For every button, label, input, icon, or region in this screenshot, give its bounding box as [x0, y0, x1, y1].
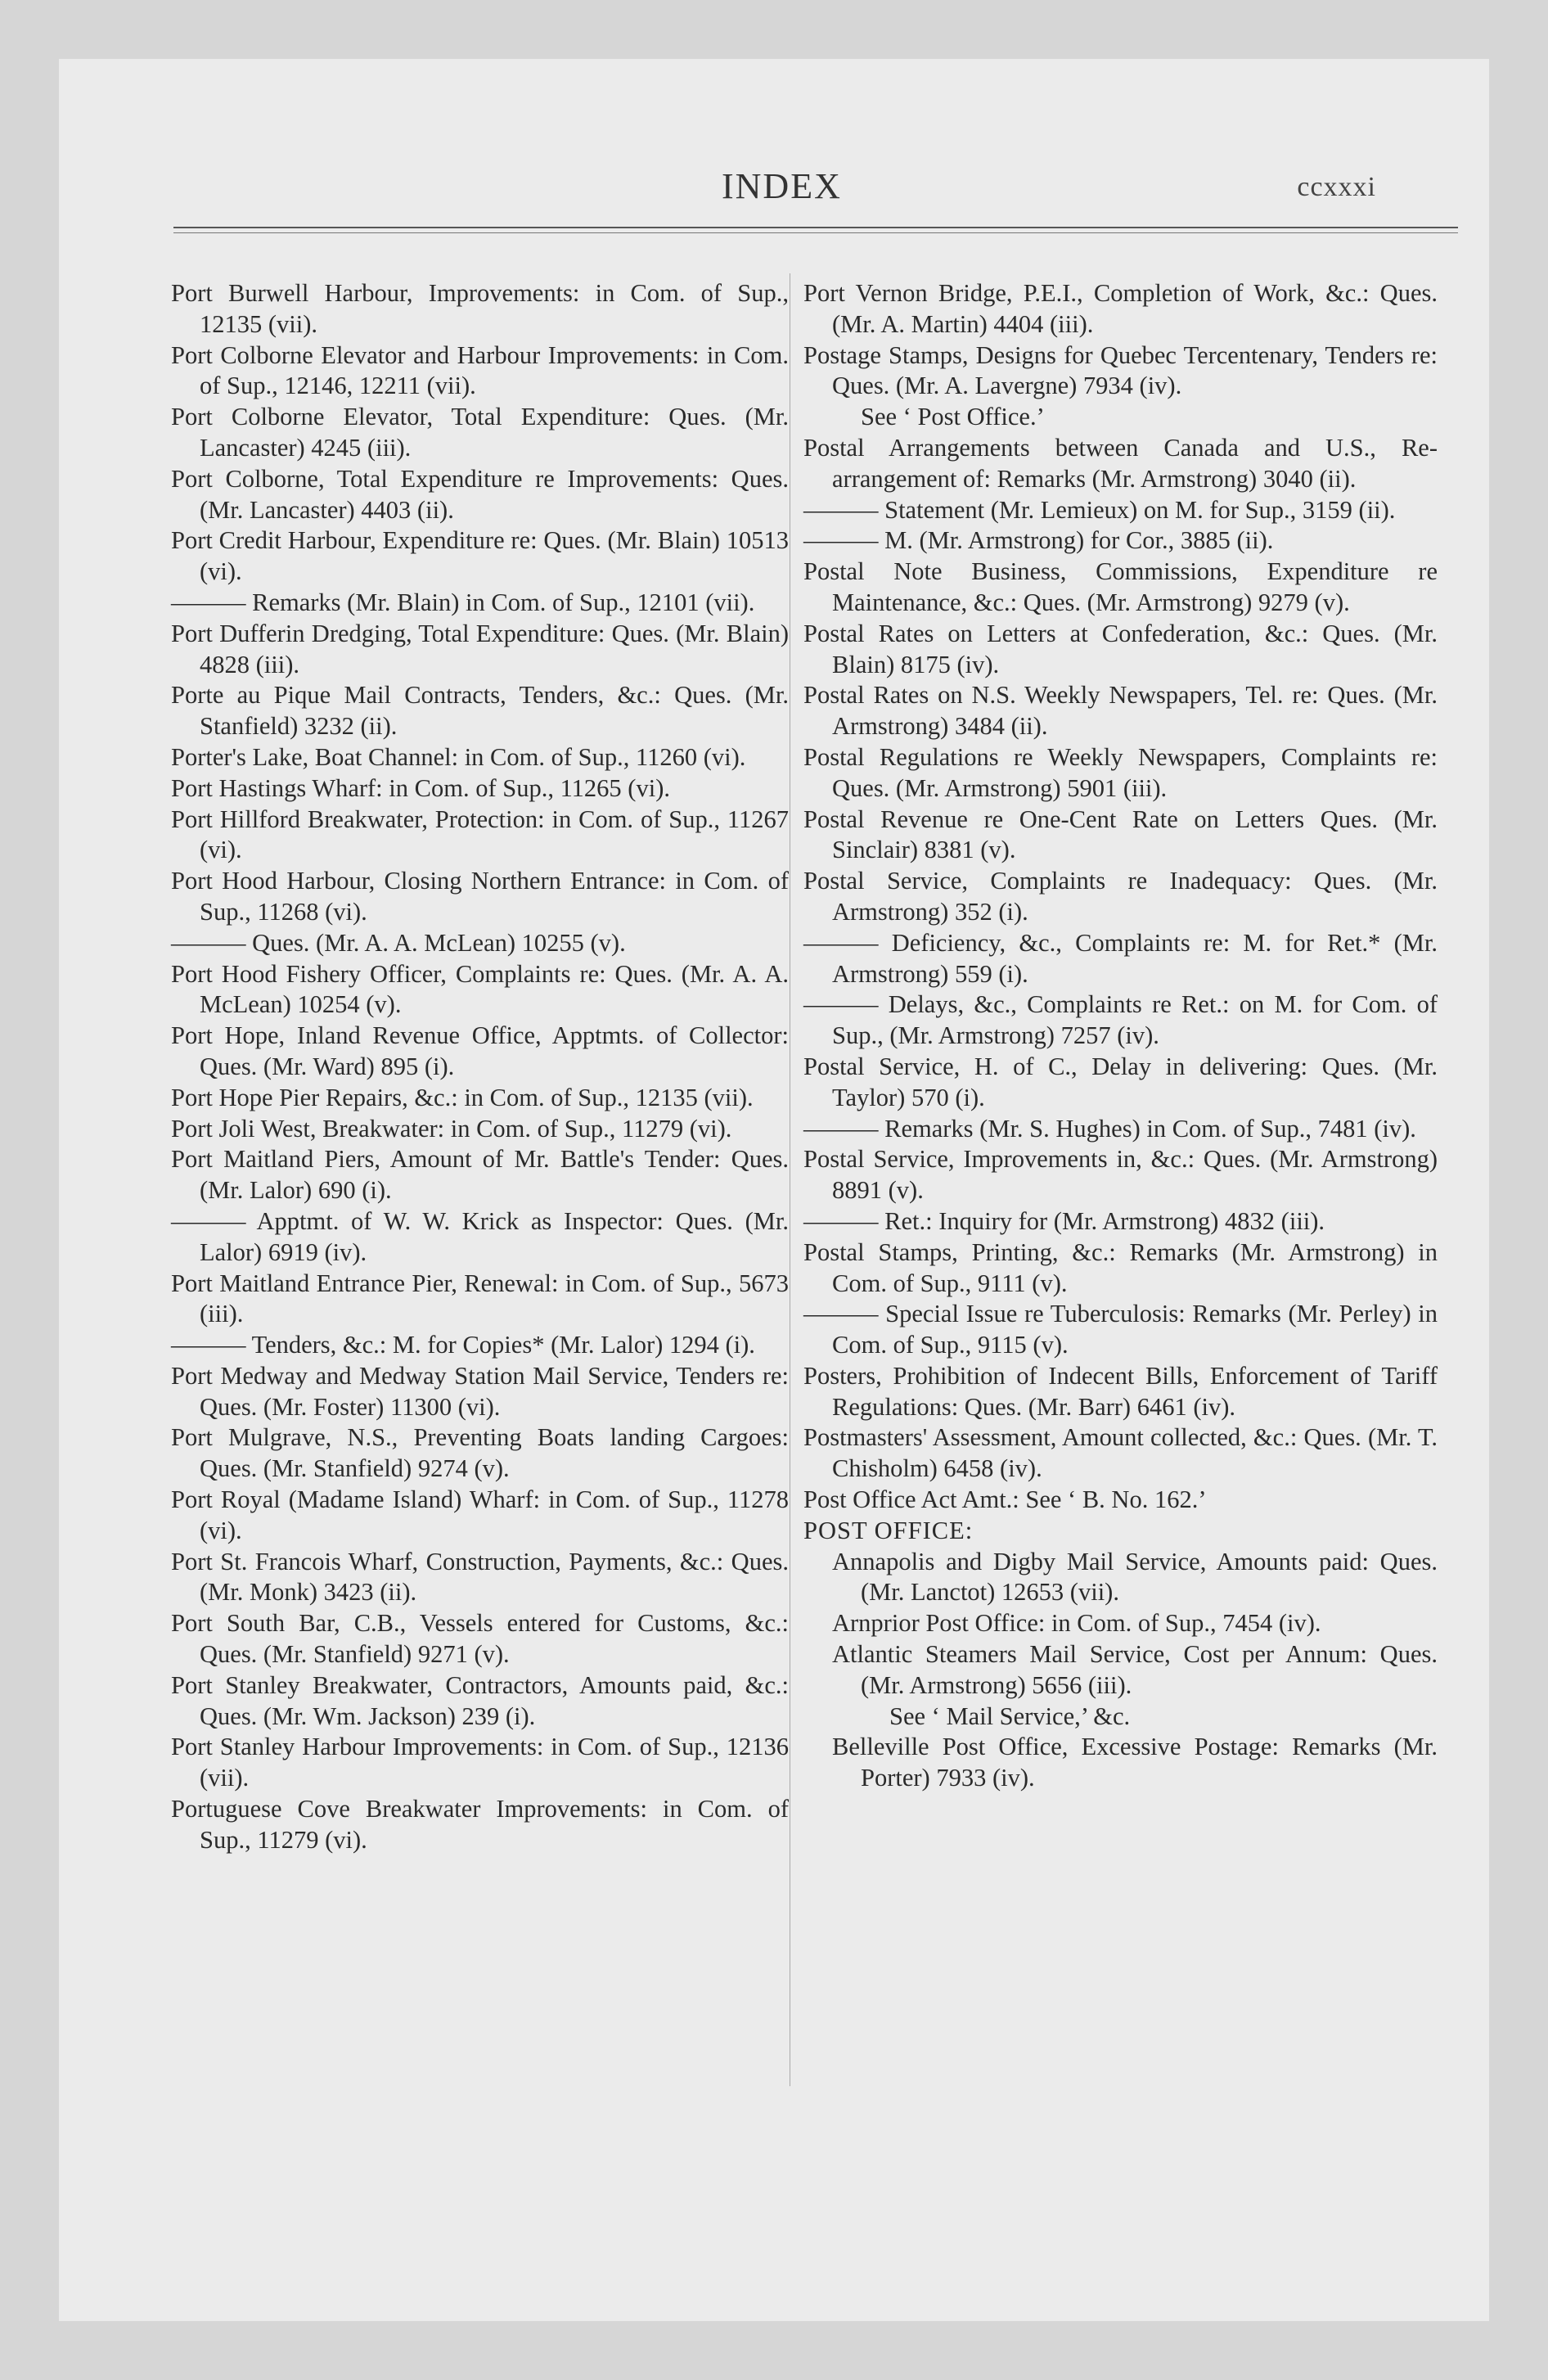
index-entry: Port Hood Harbour, Closing Northern Entrance: in Com. of Sup., 11268 (vi).: [171, 867, 789, 926]
index-entry: Port Hillford Breakwater, Protection: in Com. of Sup., 11267 (vi).: [171, 805, 789, 864]
index-entry: Port Burwell Harbour, Improvements: in Com. of Sup., 12135 (vii).: [171, 279, 789, 338]
header-rule-thin: [173, 232, 1458, 233]
index-entry: Port St. Francois Wharf, Construction, Payments, &c.: Ques. (Mr. Monk) 3423 (ii).: [171, 1547, 789, 1607]
index-entry: Postal Stamps, Printing, &c.: Remarks (Mr. Armstrong) in Com. of Sup., 9111 (v).: [803, 1237, 1438, 1297]
index-entry: Port Hastings Wharf: in Com. of Sup., 11265 (vi).: [171, 773, 670, 802]
page-header: [59, 165, 1489, 214]
index-entry: Posters, Prohibition of Indecent Bills, Enforcement of Tariff Regulations: Ques. (Mr. Barr) 6461 (iv).: [803, 1361, 1438, 1421]
index-entry: Atlantic Steamers Mail Service, Cost per Annum: Ques. (Mr. Armstrong) 5656 (iii).: [832, 1640, 1438, 1699]
index-entry: See ‘ Mail Service,’ &c.: [889, 1702, 1131, 1730]
index-entry: Port Colborne Elevator, Total Expenditure: Ques. (Mr. Lancaster) 4245 (iii).: [171, 403, 789, 462]
index-entry: Portuguese Cove Breakwater Improvements: in Com. of Sup., 11279 (vi).: [171, 1795, 789, 1854]
index-entry: Postal Revenue re One-Cent Rate on Letters Ques. (Mr. Sinclair) 8381 (v).: [803, 805, 1438, 864]
index-entry: Porter's Lake, Boat Channel: in Com. of Sup., 11260 (vi).: [171, 742, 746, 771]
index-entry: ——— Deficiency, &c., Complaints re: M. for Ret.* (Mr. Armstrong) 559 (i).: [803, 928, 1438, 988]
index-entry: ——— Delays, &c., Complaints re Ret.: on M. for Com. of Sup., (Mr. Armstrong) 7257 (iv).: [803, 990, 1438, 1050]
index-entry: Port Dufferin Dredging, Total Expenditure: Ques. (Mr. Blain) 4828 (iii).: [171, 619, 789, 678]
right-column: [803, 278, 1438, 1794]
index-entry: Port Vernon Bridge, P.E.I., Completion of Work, &c.: Ques. (Mr. A. Martin) 4404 (iii).: [803, 279, 1438, 338]
index-entry: ——— Remarks (Mr. Blain) in Com. of Sup., 12101 (vii).: [171, 588, 755, 616]
index-entry: Postage Stamps, Designs for Quebec Tercentenary, Tenders re: Ques. (Mr. A. Lavergne) 7934 (iv).: [803, 340, 1438, 400]
index-entry: ——— Tenders, &c.: M. for Copies* (Mr. Lalor) 1294 (i).: [171, 1331, 755, 1359]
header-rule: [173, 227, 1458, 228]
index-entry: Postal Arrangements between Canada and U.S., Re-arrangement of: Remarks (Mr. Armstrong) 3040 (ii).: [803, 433, 1438, 493]
index-entry: Postal Service, Improvements in, &c.: Ques. (Mr. Armstrong) 8891 (v).: [803, 1145, 1438, 1205]
index-entry: Arnprior Post Office: in Com. of Sup., 7454 (iv).: [832, 1609, 1321, 1638]
index-entry: Port Hood Fishery Officer, Complaints re: Ques. (Mr. A. A. McLean) 10254 (v).: [171, 959, 789, 1019]
index-entry: ——— Ret.: Inquiry for (Mr. Armstrong) 4832 (iii).: [803, 1206, 1325, 1235]
index-entry: Port Colborne, Total Expenditure re Improvements: Ques. (Mr. Lancaster) 4403 (ii).: [171, 464, 789, 524]
index-entry: ——— Statement (Mr. Lemieux) on M. for Sup., 3159 (ii).: [803, 495, 1396, 524]
page-number: ccxxxi: [1297, 172, 1376, 202]
index-entry: Port Medway and Medway Station Mail Service, Tenders re: Ques. (Mr. Foster) 11300 (vi).: [171, 1361, 789, 1421]
index-entry: Port Stanley Breakwater, Contractors, Amounts paid, &c.: Ques. (Mr. Wm. Jackson) 239 (i).: [171, 1670, 789, 1730]
index-entry: Annapolis and Digby Mail Service, Amounts paid: Ques. (Mr. Lanctot) 12653 (vii).: [832, 1547, 1438, 1607]
index-entry: Belleville Post Office, Excessive Postage: Remarks (Mr. Porter) 7933 (iv).: [832, 1733, 1438, 1792]
index-entry: Postal Service, H. of C., Delay in delivering: Ques. (Mr. Taylor) 570 (i).: [803, 1052, 1438, 1111]
index-entry: Postal Rates on N.S. Weekly Newspapers, Tel. re: Ques. (Mr. Armstrong) 3484 (ii).: [803, 681, 1438, 741]
index-entry: Postal Regulations re Weekly Newspapers, Complaints re: Ques. (Mr. Armstrong) 5901 (iii).: [803, 742, 1438, 802]
index-entry: Port Joli West, Breakwater: in Com. of Sup., 11279 (vi).: [171, 1114, 732, 1143]
index-entry: ——— Apptmt. of W. W. Krick as Inspector: Ques. (Mr. Lalor) 6919 (iv).: [171, 1206, 789, 1266]
index-entry: Port Mulgrave, N.S., Preventing Boats landing Cargoes: Ques. (Mr. Stanfield) 9274 (v).: [171, 1423, 789, 1483]
index-entry: Postal Note Business, Commissions, Expenditure re Maintenance, &c.: Ques. (Mr. Armstrong) 9279 (v).: [803, 557, 1438, 616]
index-entry: ——— M. (Mr. Armstrong) for Cor., 3885 (ii).: [803, 526, 1274, 555]
index-entry: ——— Remarks (Mr. S. Hughes) in Com. of Sup., 7481 (iv).: [803, 1114, 1416, 1143]
index-entry: Port Hope, Inland Revenue Office, Apptmts. of Collector: Ques. (Mr. Ward) 895 (i).: [171, 1021, 789, 1080]
page-title: INDEX: [722, 166, 842, 206]
index-entry: Port Royal (Madame Island) Wharf: in Com. of Sup., 11278 (vi).: [171, 1485, 789, 1544]
index-entry: Post Office Act Amt.: See ‘ B. No. 162.’: [803, 1485, 1207, 1514]
index-entry: Port Hope Pier Repairs, &c.: in Com. of Sup., 12135 (vii).: [171, 1083, 754, 1111]
index-entry: Postal Rates on Letters at Confederation, &c.: Ques. (Mr. Blain) 8175 (iv).: [803, 619, 1438, 678]
index-entry: Port Maitland Entrance Pier, Renewal: in Com. of Sup., 5673 (iii).: [171, 1269, 789, 1328]
index-entry: Postal Service, Complaints re Inadequacy: Ques. (Mr. Armstrong) 352 (i).: [803, 867, 1438, 926]
index-entry: Port South Bar, C.B., Vessels entered for Customs, &c.: Ques. (Mr. Stanfield) 9271 (v).: [171, 1609, 789, 1669]
index-entry: Porte au Pique Mail Contracts, Tenders, &c.: Ques. (Mr. Stanfield) 3232 (ii).: [171, 681, 789, 741]
left-column: [171, 278, 789, 1856]
index-entry: Port Maitland Piers, Amount of Mr. Battle's Tender: Ques. (Mr. Lalor) 690 (i).: [171, 1145, 789, 1205]
section-heading: POST OFFICE:: [803, 1516, 974, 1544]
index-entry: ——— Special Issue re Tuberculosis: Remarks (Mr. Perley) in Com. of Sup., 9115 (v).: [803, 1300, 1438, 1359]
index-entry: Port Credit Harbour, Expenditure re: Ques. (Mr. Blain) 10513 (vi).: [171, 526, 789, 586]
index-entry: Postmasters' Assessment, Amount collected, &c.: Ques. (Mr. T. Chisholm) 6458 (iv).: [803, 1423, 1438, 1483]
index-entry: Port Stanley Harbour Improvements: in Com. of Sup., 12136 (vii).: [171, 1733, 789, 1792]
index-entry: See ‘ Post Office.’: [861, 403, 1045, 431]
index-page: [59, 59, 1489, 2321]
index-entry: Port Colborne Elevator and Harbour Improvements: in Com. of Sup., 12146, 12211 (vii).: [171, 340, 789, 400]
index-entry: ——— Ques. (Mr. A. A. McLean) 10255 (v).: [171, 928, 626, 957]
